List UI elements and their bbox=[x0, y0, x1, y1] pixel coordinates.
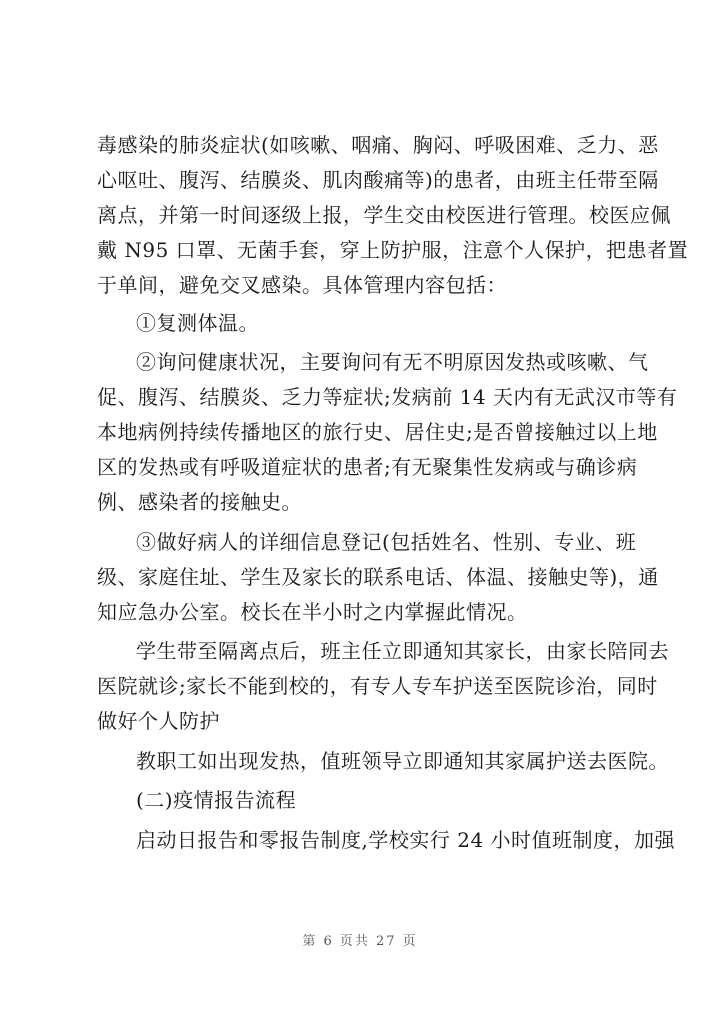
text-line: 心呕吐、腹泻、结膜炎、肌肉酸痛等)的患者，由班主任带至隔 bbox=[97, 168, 659, 192]
text-line: 戴 N95 口罩、无菌手套，穿上防护服，注意个人保护，把患者置 bbox=[97, 238, 689, 262]
text-line: 毒感染的肺炎症状(如咳嗽、咽痛、胸闷、呼吸困难、乏力、恶 bbox=[97, 133, 659, 157]
text-line: 知应急办公室。校长在半小时之内掌握此情况。 bbox=[97, 600, 528, 624]
text-line: 促、腹泻、结膜炎、乏力等症状;发病前 14 天内有无武汉市等有 bbox=[97, 385, 678, 409]
text-line: ②询问健康状况，主要询问有无不明原因发热或咳嗽、气 bbox=[136, 350, 649, 374]
text-line: 本地病例持续传播地区的旅行史、居住史;是否曾接触过以上地 bbox=[97, 420, 658, 444]
text-line: 级、家庭住址、学生及家长的联系电话、体温、接触史等)，通 bbox=[97, 565, 659, 589]
page-number-footer: 第 6 页共 27 页 bbox=[302, 934, 418, 949]
text-line: 例、感染者的接触史。 bbox=[97, 490, 302, 514]
text-line: 于单间，避免交叉感染。具体管理内容包括： bbox=[97, 273, 507, 297]
text-line: 启动日报告和零报告制度,学校实行 24 小时值班制度，加强 bbox=[136, 828, 676, 852]
text-line: 教职工如出现发热，值班领导立即通知其家属护送去医院。 bbox=[136, 749, 669, 773]
section-heading: (二)疫情报告流程 bbox=[136, 788, 297, 812]
text-line: 区的发热或有呼吸道症状的患者;有无聚集性发病或与确诊病 bbox=[97, 455, 638, 479]
text-line: 做好个人防护 bbox=[97, 709, 220, 733]
text-line: 离点，并第一时间逐级上报，学生交由校医进行管理。校医应佩 bbox=[97, 203, 671, 227]
text-line: 学生带至隔离点后，班主任立即通知其家长，由家长陪同去 bbox=[136, 639, 669, 663]
text-line: 医院就诊;家长不能到校的，有专人专车护送至医院诊治，同时 bbox=[97, 674, 658, 698]
text-line: ③做好病人的详细信息登记(包括姓名、性别、专业、班 bbox=[136, 530, 637, 554]
text-line: ①复测体温。 bbox=[136, 311, 259, 335]
